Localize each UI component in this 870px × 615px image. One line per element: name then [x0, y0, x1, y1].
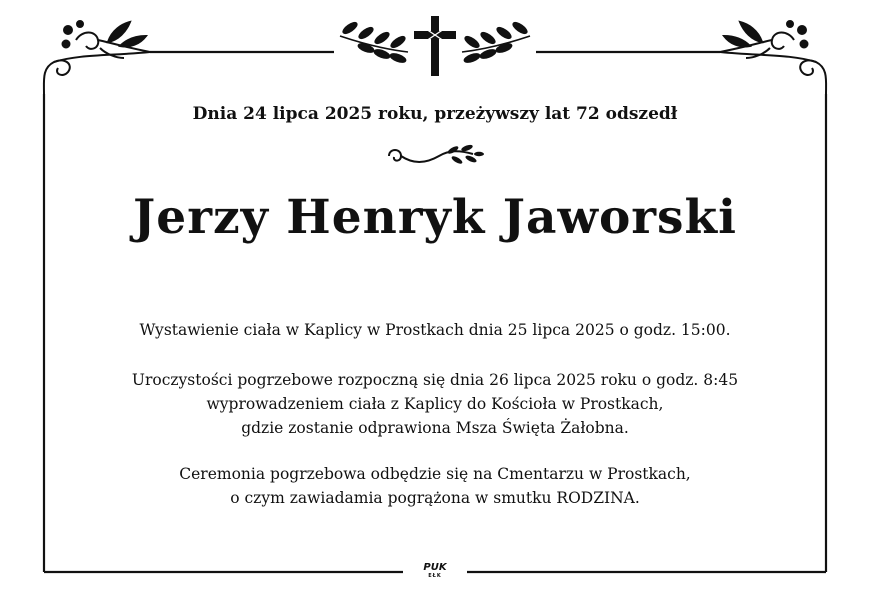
leaf-sprig-divider-icon: [383, 142, 487, 174]
funeral-ceremony-paragraph: [0, 368, 870, 440]
burial-paragraph: [0, 462, 870, 510]
death-date-headline: Dnia 24 lipca 2025 roku, przeżywszy lat 72 odszedł: [192, 104, 678, 124]
deceased-name: Jerzy Henryk Jaworski: [133, 190, 737, 245]
logo-main-text: PUK: [423, 562, 447, 573]
logo-sub-text: EŁK: [428, 573, 442, 579]
viewing-paragraph: [0, 318, 870, 342]
paragraph-line: wyprowadzeniem ciała z Kaplicy do Kościoła w Prostkach,: [206, 395, 664, 413]
paragraph-line: Wystawienie ciała w Kaplicy w Prostkach dnia 25 lipca 2025 o godz. 15:00.: [139, 321, 731, 339]
paragraph-line: gdzie zostanie odprawiona Msza Święta Żałobna.: [241, 419, 629, 437]
paragraph-line: Uroczystości pogrzebowe rozpoczną się dnia 26 lipca 2025 roku o godz. 8:45: [131, 371, 739, 389]
paragraph-line: Ceremonia pogrzebowa odbędzie się na Cmentarzu w Prostkach,: [179, 465, 691, 483]
floral-corner-ornament-left-icon: [44, 21, 150, 94]
cross-with-laurel-icon: [340, 16, 530, 76]
paragraph-line: o czym zawiadamia pogrążona w smutku RODZINA.: [230, 489, 640, 507]
puk-logo: [411, 563, 459, 579]
floral-corner-ornament-right-icon: [720, 21, 826, 94]
